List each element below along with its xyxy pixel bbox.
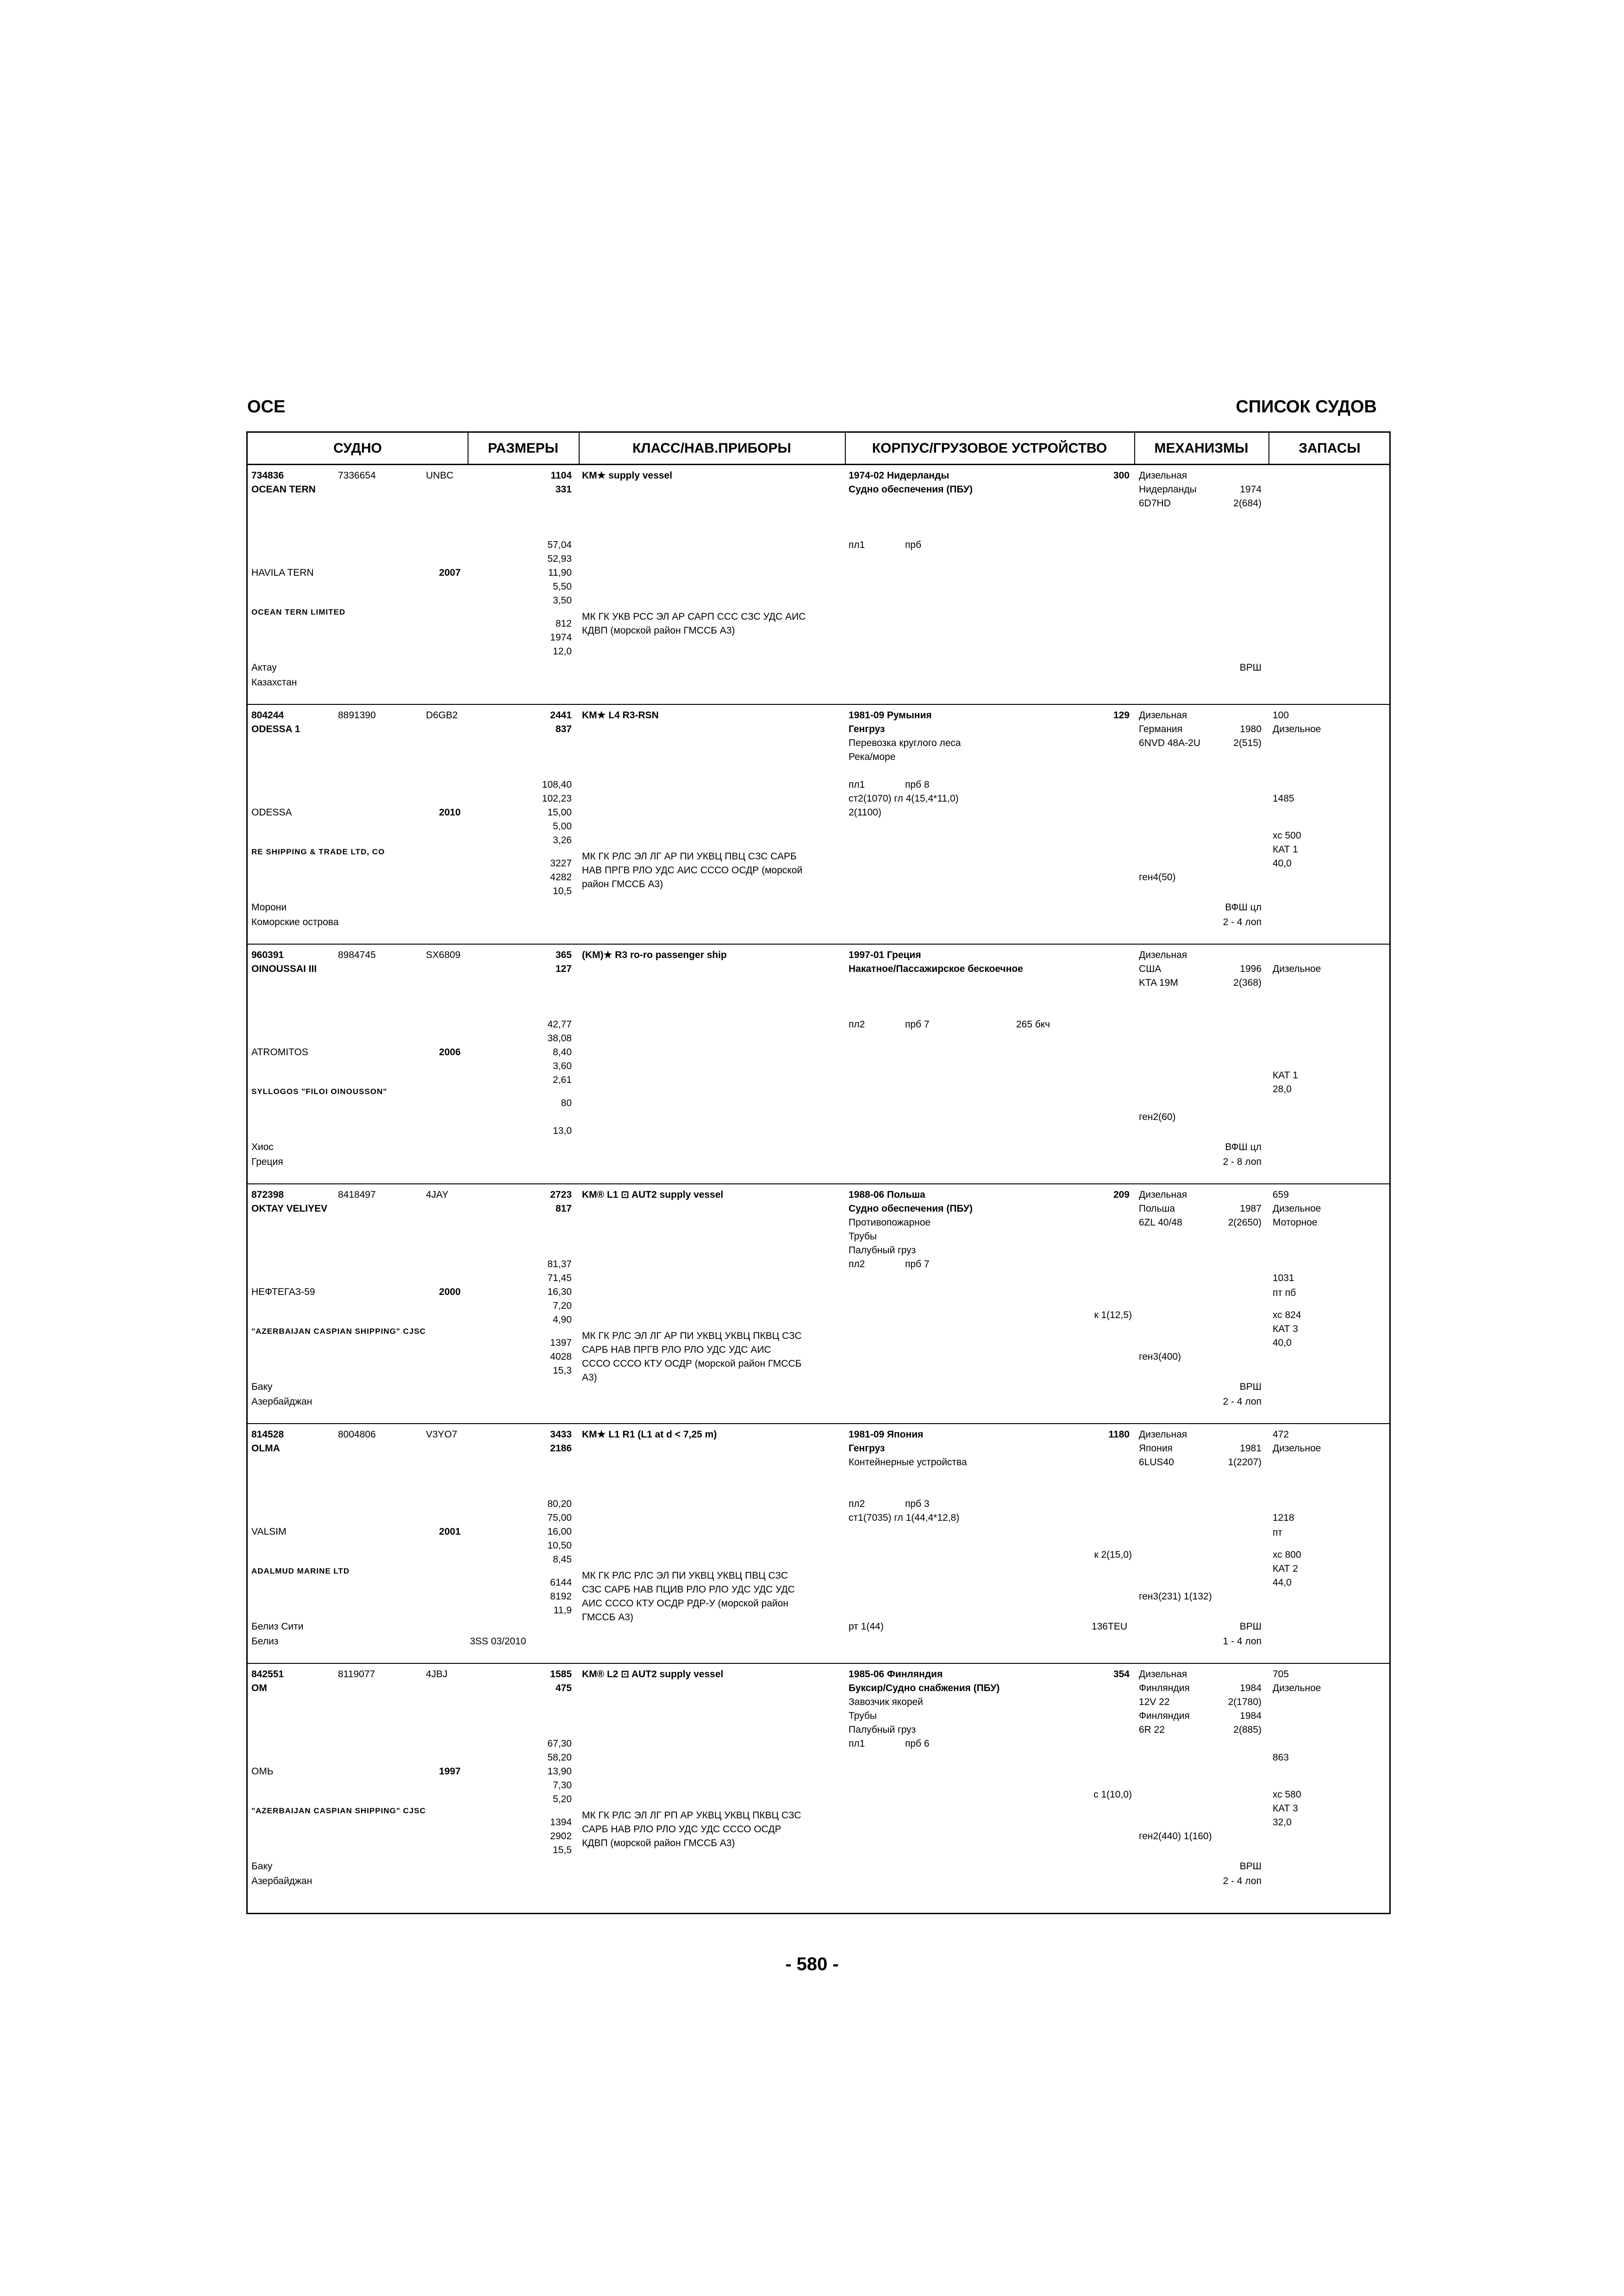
stores-line: Дизельное	[1273, 1683, 1321, 1693]
machinery-line: Дизельная	[1139, 1189, 1187, 1200]
hull-feature: Противопожарное	[849, 1217, 931, 1228]
column-divider	[845, 433, 846, 464]
stores-line: хс 580	[1273, 1789, 1301, 1800]
displacement: 1974	[550, 632, 572, 643]
ship-type: Буксир/Судно снабжения (ПБУ)	[849, 1683, 1000, 1693]
call-sign: 4JBJ	[426, 1669, 448, 1680]
machinery-line: 6NVD 48A-2U	[1139, 738, 1201, 748]
former-name: HAVILA TERN	[251, 567, 314, 578]
class-notation: (KM)★ R3 ro-ro passenger ship	[582, 950, 727, 960]
bulkheads-info: прб 6	[905, 1738, 930, 1749]
nav-equipment-line: СЗС САРБ НАВ ПЦИВ РЛО РЛО УДС УДС УДС	[582, 1584, 795, 1595]
ship-name: OCEAN TERN	[251, 484, 316, 495]
owner-name: SYLLOGOS "FILOI OINOUSSON"	[251, 1087, 387, 1096]
dimension-value: 67,30	[547, 1738, 572, 1749]
nav-equipment-line: ГМССБ А3)	[582, 1612, 634, 1623]
dimension-value: 8,40	[553, 1047, 572, 1058]
engine-power: 2(2650)	[1228, 1217, 1262, 1228]
bulkheads-info: прб	[905, 540, 922, 550]
displacement: 2902	[550, 1831, 572, 1842]
decks-info: пл2	[849, 1259, 865, 1269]
build-year: 2001	[439, 1526, 461, 1537]
stores-line: хс 824	[1273, 1310, 1301, 1320]
table-header	[248, 433, 1389, 465]
ship-record	[248, 1664, 1389, 1904]
stores-line: КАТ 2	[1273, 1563, 1298, 1574]
speed: 15,5	[553, 1845, 572, 1855]
net-tonnage: 817	[555, 1203, 572, 1214]
speed: 10,5	[553, 886, 572, 896]
ship-name: OINOUSSAI III	[251, 964, 317, 974]
yard-number: 209	[1113, 1189, 1130, 1200]
propeller-blades: 1 - 4 лоп	[1223, 1636, 1262, 1647]
bulkheads-info: прб 7	[905, 1259, 930, 1269]
generators: ген3(400)	[1139, 1351, 1181, 1362]
ship-type: Судно обеспечения (ПБУ)	[849, 1203, 973, 1214]
build-year: 1997	[439, 1766, 461, 1777]
net-tonnage: 2186	[550, 1443, 572, 1454]
container-capacity: 136TEU	[1091, 1621, 1127, 1632]
fuel-capacity: 1218	[1273, 1512, 1294, 1523]
propeller-blades: 2 - 4 лоп	[1223, 1876, 1262, 1886]
fuel-capacity: 1485	[1273, 793, 1294, 804]
nav-equipment-line: МК ГК УКВ РСС ЭЛ АР САРП ССС СЗС УДС АИС	[582, 611, 806, 622]
former-name: ОМЬ	[251, 1766, 274, 1777]
decks-info: пл2	[849, 1019, 865, 1030]
stores-line: КАТ 1	[1273, 844, 1298, 855]
ship-name: OLMA	[251, 1443, 280, 1454]
hull-build-info: 1981-09 Румыния	[849, 710, 932, 721]
class-notation: KM® L1 ⊡ AUT2 supply vessel	[582, 1189, 724, 1200]
column-divider	[1134, 433, 1135, 464]
register-number: 814528	[251, 1429, 284, 1440]
ship-type: Генгруз	[849, 1443, 885, 1454]
dimension-value: 13,90	[547, 1766, 572, 1777]
class-notation: KM★ supply vessel	[582, 470, 673, 481]
dimension-value: 11,90	[548, 567, 572, 578]
running-header-right: СПИСОК СУДОВ	[1236, 397, 1377, 417]
displacement: 4028	[550, 1351, 572, 1362]
engine-power: 2(1780)	[1228, 1697, 1262, 1707]
machinery-line: 6LUS40	[1139, 1457, 1174, 1468]
former-name: НЕФТЕГАЗ-59	[251, 1287, 315, 1297]
register-number: 734836	[251, 470, 284, 481]
ship-record	[248, 705, 1389, 945]
nav-equipment-line: МК ГК РЛС ЭЛ ЛГ РП АР УКВЦ УКВЦ ПКВЦ СЗС	[582, 1810, 801, 1821]
ship-type: Судно обеспечения (ПБУ)	[849, 484, 973, 495]
nav-equipment-line: КДВП (морской район ГМССБ А3)	[582, 625, 735, 636]
dimension-value: 16,30	[547, 1287, 572, 1297]
stores-line: 44,0	[1273, 1577, 1292, 1588]
net-tonnage: 475	[555, 1683, 572, 1693]
deadweight: 1394	[550, 1817, 572, 1828]
berths-info: 265 бкч	[1016, 1019, 1050, 1030]
owner-name: OCEAN TERN LIMITED	[251, 608, 346, 616]
gross-tonnage: 3433	[550, 1429, 572, 1440]
machinery-line: Германия	[1139, 724, 1183, 734]
column-header-class: КЛАСС/НАВ.ПРИБОРЫ	[632, 441, 791, 456]
class-notation: KM★ L1 R1 (L1 at d < 7,25 m)	[582, 1429, 717, 1440]
fuel-capacity: 863	[1273, 1752, 1289, 1763]
net-tonnage: 331	[555, 484, 572, 495]
nav-equipment-line: район ГМССБ А3)	[582, 879, 663, 890]
home-port: Актау	[251, 662, 277, 673]
column-divider	[1268, 433, 1269, 464]
fuel-capacity: 1031	[1273, 1273, 1294, 1283]
machinery-year: 1996	[1240, 964, 1262, 974]
machinery-line: США	[1139, 964, 1162, 974]
nav-equipment-line: САРБ НАВ РЛО РЛО УДС УДС СССО ОСДР	[582, 1824, 781, 1835]
machinery-line: Нидерланды	[1139, 484, 1197, 495]
stores-line: 100	[1273, 710, 1289, 721]
dimension-value: 52,93	[547, 554, 572, 564]
fuel-type: пт	[1273, 1527, 1282, 1538]
deadweight: 1397	[550, 1338, 572, 1348]
gross-tonnage: 2723	[550, 1189, 572, 1200]
ship-register-table	[246, 431, 1391, 1914]
dimension-value: 108,40	[542, 779, 572, 790]
engine-power: 1(2207)	[1228, 1457, 1262, 1468]
dimension-value: 58,20	[547, 1752, 572, 1763]
decks-info: пл1	[849, 779, 865, 790]
dimension-value: 42,77	[547, 1019, 572, 1030]
stores-line: 28,0	[1273, 1084, 1292, 1095]
stores-line: Дизельное	[1273, 724, 1321, 734]
speed: 13,0	[553, 1126, 572, 1136]
machinery-line: 6D7HD	[1139, 498, 1171, 509]
stores-line: 32,0	[1273, 1817, 1292, 1828]
dimension-value: 16,00	[547, 1526, 572, 1537]
hull-build-info: 1974-02 Нидерланды	[849, 470, 949, 481]
home-port: Баку	[251, 1381, 273, 1392]
column-header-ship: СУДНО	[333, 441, 382, 456]
speed: 15,3	[553, 1365, 572, 1376]
stores-line: КАТ 3	[1273, 1324, 1298, 1334]
decks-info: пл1	[849, 1738, 865, 1749]
page-number: - 580 -	[785, 1954, 839, 1974]
dimension-value: 3,60	[553, 1061, 572, 1071]
ship-name: OKTAY VELIYEV	[251, 1203, 328, 1214]
ship-name: OM	[251, 1683, 267, 1693]
cargo-gear: с 1(10,0)	[1093, 1789, 1132, 1800]
engine-power: 2(515)	[1233, 738, 1262, 748]
cargo-gear: к 1(12,5)	[1094, 1310, 1132, 1320]
hold-info: ст2(1070) гл 4(15,4*11,0)	[849, 793, 959, 804]
gross-tonnage: 365	[555, 950, 572, 960]
gross-tonnage: 1585	[550, 1669, 572, 1680]
net-tonnage: 837	[555, 724, 572, 734]
deadweight: 812	[555, 618, 572, 629]
ship-type: Накатное/Пассажирское бескоечное	[849, 964, 1023, 974]
class-notation: KM® L2 ⊡ AUT2 supply vessel	[582, 1669, 724, 1680]
generators: ген2(440) 1(160)	[1139, 1831, 1212, 1842]
gross-tonnage: 1104	[550, 470, 572, 481]
call-sign: UNBC	[426, 470, 454, 481]
column-header-stores: ЗАПАСЫ	[1299, 441, 1361, 456]
stores-line: Дизельное	[1273, 1203, 1321, 1214]
nav-equipment-line: МК ГК РЛС ЭЛ ЛГ АР ПИ УКВЦ ПВЦ СЗС САРБ	[582, 851, 797, 862]
machinery-line: Дизельная	[1139, 470, 1187, 481]
home-port: Баку	[251, 1861, 273, 1872]
call-sign: 4JAY	[426, 1189, 449, 1200]
stores-line: Дизельное	[1273, 964, 1321, 974]
dimension-value: 3,50	[553, 595, 572, 606]
former-name: VALSIM	[251, 1526, 287, 1537]
register-number: 872398	[251, 1189, 284, 1200]
yard-number: 129	[1113, 710, 1130, 721]
propeller-type: ВФШ цл	[1225, 902, 1262, 913]
nav-equipment-line: САРБ НАВ ПРГВ РЛО РЛО УДС УДС АИС	[582, 1344, 771, 1355]
dimension-value: 57,04	[547, 540, 572, 550]
register-number: 842551	[251, 1669, 284, 1680]
nav-equipment-line: КДВП (морской район ГМССБ А3)	[582, 1838, 735, 1848]
dimension-value: 2,61	[553, 1075, 572, 1085]
dimension-value: 3,26	[553, 835, 572, 846]
hull-build-info: 1985-06 Финляндия	[849, 1669, 943, 1680]
stores-line: 705	[1273, 1669, 1289, 1680]
home-port: Белиз Сити	[251, 1621, 304, 1632]
hull-build-info: 1981-09 Япония	[849, 1429, 924, 1440]
survey-note: 3SS 03/2010	[470, 1636, 526, 1647]
machinery-line: Дизельная	[1139, 1429, 1187, 1440]
net-tonnage: 127	[555, 964, 572, 974]
hull-feature: Завозчик якорей	[849, 1697, 923, 1707]
dimension-value: 7,20	[553, 1300, 572, 1311]
flag-country: Казахстан	[251, 677, 297, 688]
column-header-dimensions: РАЗМЕРЫ	[487, 441, 559, 456]
deadweight: 80	[561, 1098, 572, 1108]
hull-build-info: 1988-06 Польша	[849, 1189, 925, 1200]
yard-number: 300	[1113, 470, 1130, 481]
machinery-line: 6ZL 40/48	[1139, 1217, 1182, 1228]
stores-line: Моторное	[1273, 1217, 1318, 1228]
dimension-value: 38,08	[547, 1033, 572, 1044]
nav-equipment-line: МК ГК РЛС РЛС ЭЛ ПИ УКВЦ УКВЦ ПВЦ СЗС	[582, 1570, 788, 1581]
bulkheads-info: прб 8	[905, 779, 930, 790]
propeller-type: ВРШ	[1239, 1381, 1262, 1392]
column-divider	[579, 433, 580, 464]
stores-line: Дизельное	[1273, 1443, 1321, 1454]
engine-power: 2(368)	[1233, 977, 1262, 988]
owner-name: ADALMUD MARINE LTD	[251, 1567, 350, 1575]
propeller-type: ВРШ	[1239, 1621, 1262, 1632]
stores-line: 472	[1273, 1429, 1289, 1440]
hull-feature: Трубы	[849, 1711, 877, 1721]
machinery-year: 1974	[1240, 484, 1262, 495]
dimension-value: 4,90	[553, 1314, 572, 1325]
machinery-line: Финляндия	[1139, 1711, 1190, 1721]
deadweight: 6144	[550, 1577, 572, 1588]
machinery-year: 1987	[1240, 1203, 1262, 1214]
build-year: 2000	[439, 1287, 461, 1297]
displacement: 4282	[550, 872, 572, 883]
hold-info: 2(1100)	[849, 807, 881, 818]
former-name: ODESSA	[251, 807, 292, 818]
flag-country: Азербайджан	[251, 1876, 312, 1886]
machinery-line: Дизельная	[1139, 950, 1187, 960]
stores-line: 659	[1273, 1189, 1289, 1200]
displacement: 8192	[550, 1591, 572, 1602]
machinery-line: Дизельная	[1139, 710, 1187, 721]
owner-name: "AZERBAIJAN CASPIAN SHIPPING" CJSC	[251, 1327, 426, 1336]
nav-equipment-line: А3)	[582, 1372, 597, 1383]
dimension-value: 102,23	[542, 793, 572, 804]
dimension-value: 10,50	[547, 1540, 572, 1551]
stores-line: КАТ 1	[1273, 1070, 1298, 1081]
ship-record	[248, 1184, 1389, 1424]
ship-record	[248, 1424, 1389, 1664]
owner-name: RE SHIPPING & TRADE LTD, CO	[251, 847, 385, 856]
flag-country: Азербайджан	[251, 1396, 312, 1407]
stores-line: хс 500	[1273, 830, 1301, 841]
call-sign: V3YO7	[426, 1429, 457, 1440]
imo-number: 8984745	[338, 950, 376, 960]
dimension-value: 8,45	[553, 1554, 572, 1565]
propeller-blades: 2 - 8 лоп	[1223, 1157, 1262, 1167]
decks-info: пл2	[849, 1499, 865, 1509]
dimension-value: 71,45	[547, 1273, 572, 1283]
hull-feature: Контейнерные устройства	[849, 1457, 967, 1468]
machinery-line: KTA 19M	[1139, 977, 1178, 988]
ship-record	[248, 945, 1389, 1184]
hold-info: ст1(7035) гл 1(44,4*12,8)	[849, 1512, 960, 1523]
nav-equipment-line: МК ГК РЛС ЭЛ ЛГ АР ПИ УКВЦ УКВЦ ПКВЦ СЗС	[582, 1331, 802, 1341]
dimension-value: 5,20	[553, 1794, 572, 1804]
build-year: 2006	[439, 1047, 461, 1058]
hull-feature: Трубы	[849, 1231, 877, 1242]
speed: 11,9	[553, 1605, 572, 1616]
machinery-line: 6R 22	[1139, 1724, 1165, 1735]
hull-feature: Палубный груз	[849, 1724, 916, 1735]
dimension-value: 80,20	[547, 1499, 572, 1509]
propeller-type: ВФШ цл	[1225, 1142, 1262, 1152]
class-notation: KM★ L4 R3-RSN	[582, 710, 659, 721]
machinery-line: 12V 22	[1139, 1697, 1170, 1707]
dimension-value: 5,50	[553, 581, 572, 592]
decks-info: пл1	[849, 540, 865, 550]
ramp-info: рт 1(44)	[849, 1621, 884, 1632]
ship-name: ODESSA 1	[251, 724, 300, 734]
generators: ген4(50)	[1139, 872, 1176, 883]
stores-line: хс 800	[1273, 1549, 1301, 1560]
generators: ген2(60)	[1139, 1112, 1176, 1122]
machinery-line: Польша	[1139, 1203, 1175, 1214]
ship-record	[248, 465, 1389, 705]
hull-feature: Река/море	[849, 752, 896, 762]
fuel-type: пт пб	[1273, 1288, 1296, 1298]
machinery-year: 1984	[1240, 1711, 1262, 1721]
imo-number: 8418497	[338, 1189, 376, 1200]
build-year: 2007	[439, 567, 461, 578]
hull-feature: Палубный груз	[849, 1245, 916, 1256]
flag-country: Коморские острова	[251, 917, 339, 927]
flag-country: Греция	[251, 1157, 283, 1167]
hull-build-info: 1997-01 Греция	[849, 950, 921, 960]
register-number: 960391	[251, 950, 284, 960]
bulkheads-info: прб 3	[905, 1499, 930, 1509]
column-header-hull: КОРПУС/ГРУЗОВОЕ УСТРОЙСТВО	[872, 441, 1107, 456]
home-port: Морони	[251, 902, 287, 913]
imo-number: 8004806	[338, 1429, 376, 1440]
former-name: ATROMITOS	[251, 1047, 308, 1058]
machinery-year: 1984	[1240, 1683, 1262, 1693]
build-year: 2010	[439, 807, 461, 818]
register-number: 804244	[251, 710, 284, 721]
hull-feature: Перевозка круглого леса	[849, 738, 961, 748]
dimension-value: 7,30	[553, 1780, 572, 1791]
machinery-line: Дизельная	[1139, 1669, 1187, 1680]
owner-name: "AZERBAIJAN CASPIAN SHIPPING" CJSC	[251, 1806, 426, 1815]
machinery-line: Финляндия	[1139, 1683, 1190, 1693]
speed: 12,0	[553, 646, 572, 657]
propeller-type: ВРШ	[1239, 1861, 1262, 1872]
cargo-gear: к 2(15,0)	[1094, 1549, 1132, 1560]
machinery-year: 1981	[1240, 1443, 1262, 1454]
gross-tonnage: 2441	[550, 710, 572, 721]
column-header-machinery: МЕХАНИЗМЫ	[1154, 441, 1249, 456]
propeller-type: ВРШ	[1239, 662, 1262, 673]
generators: ген3(231) 1(132)	[1139, 1591, 1212, 1602]
deadweight: 3227	[550, 858, 572, 869]
propeller-blades: 2 - 4 лоп	[1223, 1396, 1262, 1407]
dimension-value: 15,00	[547, 807, 572, 818]
stores-line: 40,0	[1273, 858, 1292, 869]
nav-equipment-line: АИС СССО КТУ ОСДР РДР-У (морской район	[582, 1598, 788, 1609]
flag-country: Белиз	[251, 1636, 279, 1647]
engine-power: 2(885)	[1233, 1724, 1262, 1735]
engine-power: 2(684)	[1233, 498, 1262, 509]
yard-number: 354	[1113, 1669, 1130, 1680]
home-port: Хиос	[251, 1142, 274, 1152]
imo-number: 8119077	[338, 1669, 375, 1680]
call-sign: SX6809	[426, 950, 461, 960]
dimension-value: 75,00	[547, 1512, 572, 1523]
machinery-year: 1980	[1240, 724, 1262, 734]
ship-type: Генгруз	[849, 724, 885, 734]
imo-number: 7336654	[338, 470, 376, 481]
dimension-value: 5,00	[553, 821, 572, 832]
call-sign: D6GB2	[426, 710, 458, 721]
stores-line: КАТ 3	[1273, 1803, 1298, 1814]
nav-equipment-line: СССО СССО КТУ ОСДР (морской район ГМССБ	[582, 1358, 802, 1369]
dimension-value: 81,37	[547, 1259, 572, 1269]
yard-number: 1180	[1108, 1429, 1130, 1440]
running-header-left: OCE	[247, 397, 286, 417]
propeller-blades: 2 - 4 лоп	[1223, 917, 1262, 927]
bulkheads-info: прб 7	[905, 1019, 930, 1030]
nav-equipment-line: НАВ ПРГВ РЛО УДС АИС СССО ОСДР (морской	[582, 865, 803, 876]
machinery-line: Япония	[1139, 1443, 1173, 1454]
imo-number: 8891390	[338, 710, 376, 721]
stores-line: 40,0	[1273, 1338, 1292, 1348]
